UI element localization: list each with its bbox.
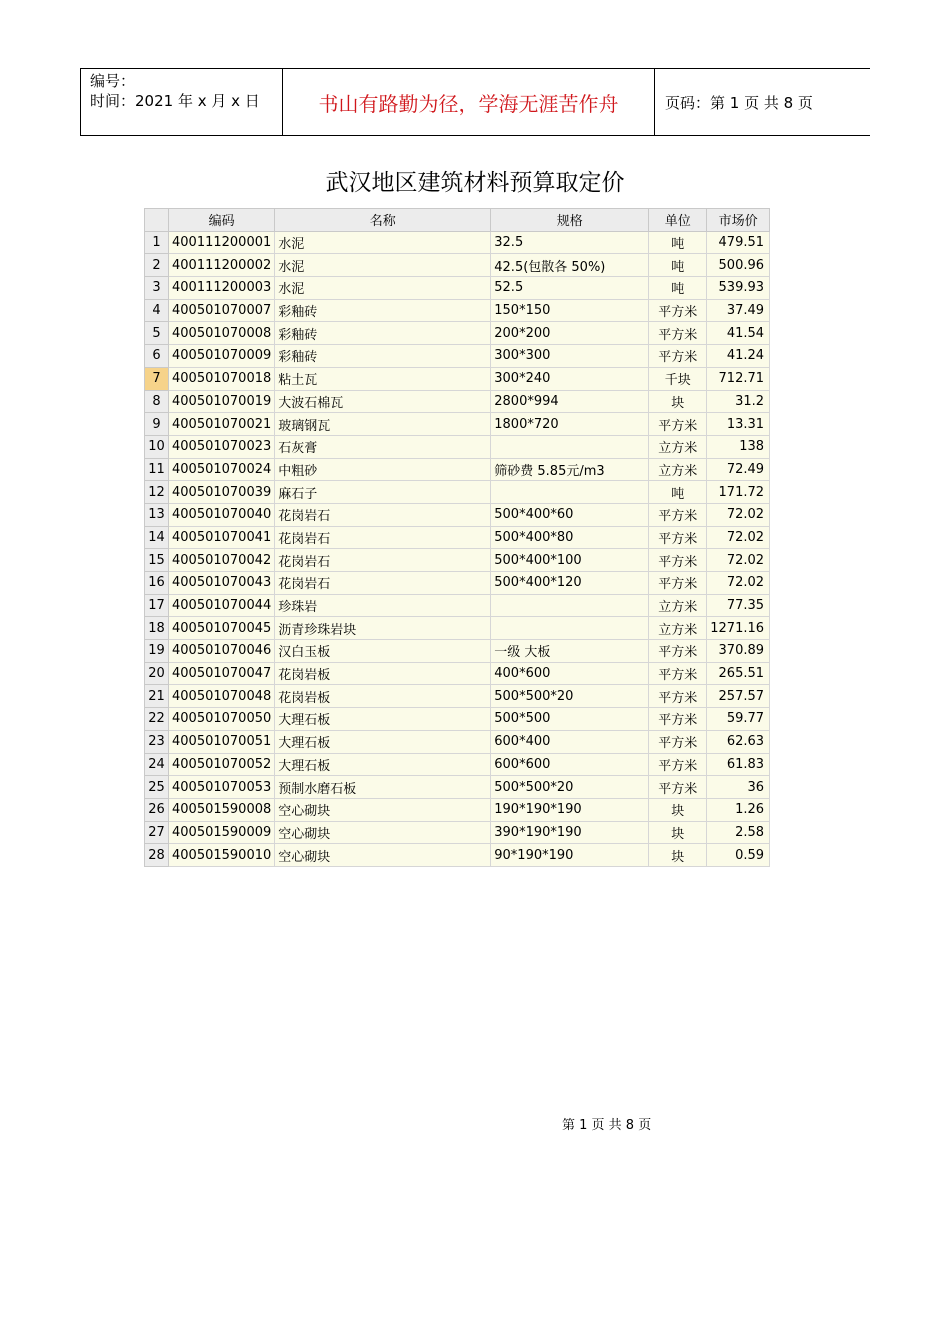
- row-index-cell[interactable]: 20: [145, 662, 169, 685]
- table-row[interactable]: [145, 390, 770, 413]
- code-cell[interactable]: 400501070047: [169, 662, 275, 685]
- unit-cell[interactable]: 平方米: [649, 549, 707, 572]
- table-row[interactable]: [145, 572, 770, 595]
- spec-cell[interactable]: 500*500*20: [491, 685, 649, 708]
- price-cell[interactable]: 41.54: [707, 322, 770, 345]
- unit-cell[interactable]: 吨: [649, 254, 707, 277]
- price-cell[interactable]: 36: [707, 776, 770, 799]
- table-body: [145, 231, 770, 866]
- table-row[interactable]: [145, 662, 770, 685]
- price-cell[interactable]: 539.93: [707, 277, 770, 300]
- code-cell[interactable]: 400501070019: [169, 390, 275, 413]
- table-row[interactable]: [145, 526, 770, 549]
- spec-cell[interactable]: 42.5(包散各 50%): [491, 254, 649, 277]
- price-cell[interactable]: 0.59: [707, 844, 770, 867]
- price-cell[interactable]: 265.51: [707, 662, 770, 685]
- spec-cell[interactable]: 400*600: [491, 662, 649, 685]
- price-cell[interactable]: 41.24: [707, 345, 770, 368]
- unit-cell[interactable]: 平方米: [649, 753, 707, 776]
- motto: 书山有路勤为径，学海无涯苦作舟: [283, 69, 655, 135]
- row-index-cell[interactable]: 5: [145, 322, 169, 345]
- code-cell[interactable]: 400501070039: [169, 481, 275, 504]
- code-cell[interactable]: 400501070053: [169, 776, 275, 799]
- unit-cell[interactable]: 块: [649, 821, 707, 844]
- spec-cell[interactable]: 500*400*60: [491, 503, 649, 526]
- unit-cell[interactable]: 平方米: [649, 776, 707, 799]
- table-row[interactable]: [145, 503, 770, 526]
- spec-cell[interactable]: 2800*994: [491, 390, 649, 413]
- time-label: 时间：2021 年 x 月 x 日: [90, 92, 260, 110]
- code-cell[interactable]: 400501070048: [169, 685, 275, 708]
- name-cell[interactable]: 水泥: [275, 231, 491, 254]
- unit-cell[interactable]: 吨: [649, 231, 707, 254]
- row-index-cell[interactable]: 19: [145, 640, 169, 663]
- code-cell[interactable]: 400501070050: [169, 708, 275, 731]
- header-meta: [81, 69, 283, 135]
- row-index-cell[interactable]: 18: [145, 617, 169, 640]
- table-row[interactable]: [145, 549, 770, 572]
- price-cell[interactable]: 72.02: [707, 503, 770, 526]
- code-cell[interactable]: 400501070045: [169, 617, 275, 640]
- code-cell[interactable]: 400501070043: [169, 572, 275, 595]
- row-index-cell[interactable]: 21: [145, 685, 169, 708]
- name-cell[interactable]: 大理石板: [275, 708, 491, 731]
- spec-cell[interactable]: 190*190*190: [491, 798, 649, 821]
- table-row[interactable]: [145, 844, 770, 867]
- price-cell[interactable]: 37.49: [707, 299, 770, 322]
- table-row[interactable]: [145, 435, 770, 458]
- code-cell[interactable]: 400111200002: [169, 254, 275, 277]
- name-cell[interactable]: 粘土瓦: [275, 367, 491, 390]
- row-index-cell[interactable]: 1: [145, 231, 169, 254]
- row-index-cell[interactable]: 13: [145, 503, 169, 526]
- row-index-cell[interactable]: 24: [145, 753, 169, 776]
- name-cell[interactable]: 大波石棉瓦: [275, 390, 491, 413]
- code-cell[interactable]: 400501070042: [169, 549, 275, 572]
- row-index-cell[interactable]: 22: [145, 708, 169, 731]
- spec-cell[interactable]: 390*190*190: [491, 821, 649, 844]
- table-row[interactable]: [145, 617, 770, 640]
- price-cell[interactable]: 77.35: [707, 594, 770, 617]
- code-cell[interactable]: 400501590010: [169, 844, 275, 867]
- name-cell[interactable]: 花岗岩石: [275, 572, 491, 595]
- table-row[interactable]: [145, 458, 770, 481]
- unit-cell[interactable]: 平方米: [649, 640, 707, 663]
- unit-cell[interactable]: 平方米: [649, 685, 707, 708]
- table-row[interactable]: [145, 254, 770, 277]
- table-row[interactable]: [145, 776, 770, 799]
- name-cell[interactable]: 空心砌块: [275, 844, 491, 867]
- code-cell[interactable]: 400501070041: [169, 526, 275, 549]
- page-footer: 第 1 页 共 8 页: [562, 1118, 652, 1133]
- row-index-cell[interactable]: 17: [145, 594, 169, 617]
- name-cell[interactable]: 花岗岩石: [275, 549, 491, 572]
- spec-cell[interactable]: 600*600: [491, 753, 649, 776]
- spec-cell[interactable]: 500*400*120: [491, 572, 649, 595]
- unit-cell[interactable]: 吨: [649, 277, 707, 300]
- spec-cell[interactable]: 90*190*190: [491, 844, 649, 867]
- name-cell[interactable]: 玻璃钢瓦: [275, 413, 491, 436]
- code-cell[interactable]: 400501070044: [169, 594, 275, 617]
- row-index-cell[interactable]: 6: [145, 345, 169, 368]
- spec-cell[interactable]: 200*200: [491, 322, 649, 345]
- column-header-code[interactable]: 编码: [169, 209, 275, 232]
- code-cell[interactable]: 400501070052: [169, 753, 275, 776]
- spec-cell[interactable]: 500*500: [491, 708, 649, 731]
- name-cell[interactable]: 彩釉砖: [275, 322, 491, 345]
- price-cell[interactable]: 72.49: [707, 458, 770, 481]
- page-title: 武汉地区建筑材料预算取定价: [325, 170, 625, 196]
- spec-cell[interactable]: 300*300: [491, 345, 649, 368]
- row-index-cell[interactable]: 27: [145, 821, 169, 844]
- table-row[interactable]: [145, 367, 770, 390]
- spec-cell[interactable]: 52.5: [491, 277, 649, 300]
- table-row[interactable]: [145, 322, 770, 345]
- unit-cell[interactable]: 块: [649, 798, 707, 821]
- row-index-cell[interactable]: 28: [145, 844, 169, 867]
- number-label: 编号：: [90, 72, 136, 90]
- row-index-cell[interactable]: 11: [145, 458, 169, 481]
- row-index-cell[interactable]: 25: [145, 776, 169, 799]
- price-cell[interactable]: 370.89: [707, 640, 770, 663]
- table-header-row: [145, 209, 770, 232]
- code-cell[interactable]: 400501070024: [169, 458, 275, 481]
- row-index-cell[interactable]: 4: [145, 299, 169, 322]
- spec-cell[interactable]: 600*400: [491, 730, 649, 753]
- name-cell[interactable]: 石灰膏: [275, 435, 491, 458]
- name-cell[interactable]: 麻石子: [275, 481, 491, 504]
- spec-cell[interactable]: [491, 481, 649, 504]
- table-row[interactable]: [145, 481, 770, 504]
- name-cell[interactable]: 花岗岩板: [275, 685, 491, 708]
- name-cell[interactable]: 沥青珍珠岩块: [275, 617, 491, 640]
- unit-cell[interactable]: 立方米: [649, 458, 707, 481]
- name-cell[interactable]: 彩釉砖: [275, 345, 491, 368]
- unit-cell[interactable]: 平方米: [649, 345, 707, 368]
- name-cell[interactable]: 花岗岩石: [275, 526, 491, 549]
- code-cell[interactable]: 400501070023: [169, 435, 275, 458]
- row-index-cell[interactable]: 7: [145, 367, 169, 390]
- name-cell[interactable]: 水泥: [275, 254, 491, 277]
- unit-cell[interactable]: 平方米: [649, 662, 707, 685]
- code-cell[interactable]: 400501070040: [169, 503, 275, 526]
- code-cell[interactable]: 400501590008: [169, 798, 275, 821]
- name-cell[interactable]: 大理石板: [275, 730, 491, 753]
- name-cell[interactable]: 水泥: [275, 277, 491, 300]
- table-row[interactable]: [145, 798, 770, 821]
- name-cell[interactable]: 空心砌块: [275, 798, 491, 821]
- column-header-name[interactable]: 名称: [275, 209, 491, 232]
- row-index-cell[interactable]: 2: [145, 254, 169, 277]
- unit-cell[interactable]: 平方米: [649, 299, 707, 322]
- table-row[interactable]: [145, 299, 770, 322]
- unit-cell[interactable]: 块: [649, 844, 707, 867]
- name-cell[interactable]: 大理石板: [275, 753, 491, 776]
- row-index-cell[interactable]: 23: [145, 730, 169, 753]
- code-cell[interactable]: 400501070018: [169, 367, 275, 390]
- row-index-cell[interactable]: 15: [145, 549, 169, 572]
- spec-cell[interactable]: [491, 617, 649, 640]
- name-cell[interactable]: 彩釉砖: [275, 299, 491, 322]
- price-cell[interactable]: 171.72: [707, 481, 770, 504]
- table-row[interactable]: [145, 753, 770, 776]
- price-cell[interactable]: 72.02: [707, 572, 770, 595]
- table-row[interactable]: [145, 685, 770, 708]
- table-row[interactable]: [145, 730, 770, 753]
- unit-cell[interactable]: 平方米: [649, 413, 707, 436]
- table-row[interactable]: [145, 708, 770, 731]
- code-cell[interactable]: 400501070008: [169, 322, 275, 345]
- unit-cell[interactable]: 立方米: [649, 435, 707, 458]
- price-cell[interactable]: 61.83: [707, 753, 770, 776]
- price-cell[interactable]: 712.71: [707, 367, 770, 390]
- code-cell[interactable]: 400111200003: [169, 277, 275, 300]
- table-row[interactable]: [145, 594, 770, 617]
- table-row[interactable]: [145, 413, 770, 436]
- price-cell[interactable]: 62.63: [707, 730, 770, 753]
- column-header-index[interactable]: [145, 209, 169, 232]
- name-cell[interactable]: 汉白玉板: [275, 640, 491, 663]
- table-row[interactable]: [145, 231, 770, 254]
- column-header-spec[interactable]: 规格: [491, 209, 649, 232]
- row-index-cell[interactable]: 8: [145, 390, 169, 413]
- unit-cell[interactable]: 块: [649, 390, 707, 413]
- name-cell[interactable]: 空心砌块: [275, 821, 491, 844]
- spec-cell[interactable]: 150*150: [491, 299, 649, 322]
- row-index-cell[interactable]: 14: [145, 526, 169, 549]
- unit-cell[interactable]: 平方米: [649, 526, 707, 549]
- spec-cell[interactable]: 筛砂费 5.85元/m3: [491, 458, 649, 481]
- code-cell[interactable]: 400501070007: [169, 299, 275, 322]
- spec-cell[interactable]: [491, 435, 649, 458]
- spec-cell[interactable]: [491, 594, 649, 617]
- name-cell[interactable]: 花岗岩石: [275, 503, 491, 526]
- price-cell[interactable]: 500.96: [707, 254, 770, 277]
- price-cell[interactable]: 1.26: [707, 798, 770, 821]
- name-cell[interactable]: 中粗砂: [275, 458, 491, 481]
- row-index-cell[interactable]: 9: [145, 413, 169, 436]
- code-cell[interactable]: 400501070009: [169, 345, 275, 368]
- table-row[interactable]: [145, 640, 770, 663]
- name-cell[interactable]: 珍珠岩: [275, 594, 491, 617]
- spec-cell[interactable]: 500*400*100: [491, 549, 649, 572]
- price-cell[interactable]: 72.02: [707, 526, 770, 549]
- column-header-unit[interactable]: 单位: [649, 209, 707, 232]
- unit-cell[interactable]: 立方米: [649, 617, 707, 640]
- row-index-cell[interactable]: 12: [145, 481, 169, 504]
- code-cell[interactable]: 400501070021: [169, 413, 275, 436]
- price-cell[interactable]: 2.58: [707, 821, 770, 844]
- row-index-cell[interactable]: 16: [145, 572, 169, 595]
- code-cell[interactable]: 400501070051: [169, 730, 275, 753]
- spec-cell[interactable]: 1800*720: [491, 413, 649, 436]
- column-header-price[interactable]: 市场价: [707, 209, 770, 232]
- table-row[interactable]: [145, 821, 770, 844]
- price-cell[interactable]: 72.02: [707, 549, 770, 572]
- code-cell[interactable]: 400501590009: [169, 821, 275, 844]
- unit-cell[interactable]: 吨: [649, 481, 707, 504]
- price-cell[interactable]: 1271.16: [707, 617, 770, 640]
- page-info: 页码：第 1 页 共 8 页: [665, 93, 813, 112]
- unit-cell[interactable]: 平方米: [649, 572, 707, 595]
- price-cell[interactable]: 257.57: [707, 685, 770, 708]
- unit-cell[interactable]: 立方米: [649, 594, 707, 617]
- spec-cell[interactable]: 300*240: [491, 367, 649, 390]
- table-row[interactable]: [145, 277, 770, 300]
- price-cell[interactable]: 13.31: [707, 413, 770, 436]
- unit-cell[interactable]: 千块: [649, 367, 707, 390]
- spec-cell[interactable]: 500*400*80: [491, 526, 649, 549]
- name-cell[interactable]: 预制水磨石板: [275, 776, 491, 799]
- header-box: [80, 68, 870, 136]
- row-index-cell[interactable]: 10: [145, 435, 169, 458]
- price-cell[interactable]: 138: [707, 435, 770, 458]
- table-row[interactable]: [145, 345, 770, 368]
- price-table: [144, 208, 770, 867]
- row-index-cell[interactable]: 26: [145, 798, 169, 821]
- unit-cell[interactable]: 平方米: [649, 503, 707, 526]
- price-cell[interactable]: 479.51: [707, 231, 770, 254]
- code-cell[interactable]: 400501070046: [169, 640, 275, 663]
- price-cell[interactable]: 31.2: [707, 390, 770, 413]
- name-cell[interactable]: 花岗岩板: [275, 662, 491, 685]
- unit-cell[interactable]: 平方米: [649, 708, 707, 731]
- row-index-cell[interactable]: 3: [145, 277, 169, 300]
- unit-cell[interactable]: 平方米: [649, 322, 707, 345]
- unit-cell[interactable]: 平方米: [649, 730, 707, 753]
- spec-cell[interactable]: 500*500*20: [491, 776, 649, 799]
- code-cell[interactable]: 400111200001: [169, 231, 275, 254]
- spec-cell[interactable]: 32.5: [491, 231, 649, 254]
- price-cell[interactable]: 59.77: [707, 708, 770, 731]
- spec-cell[interactable]: 一级 大板: [491, 640, 649, 663]
